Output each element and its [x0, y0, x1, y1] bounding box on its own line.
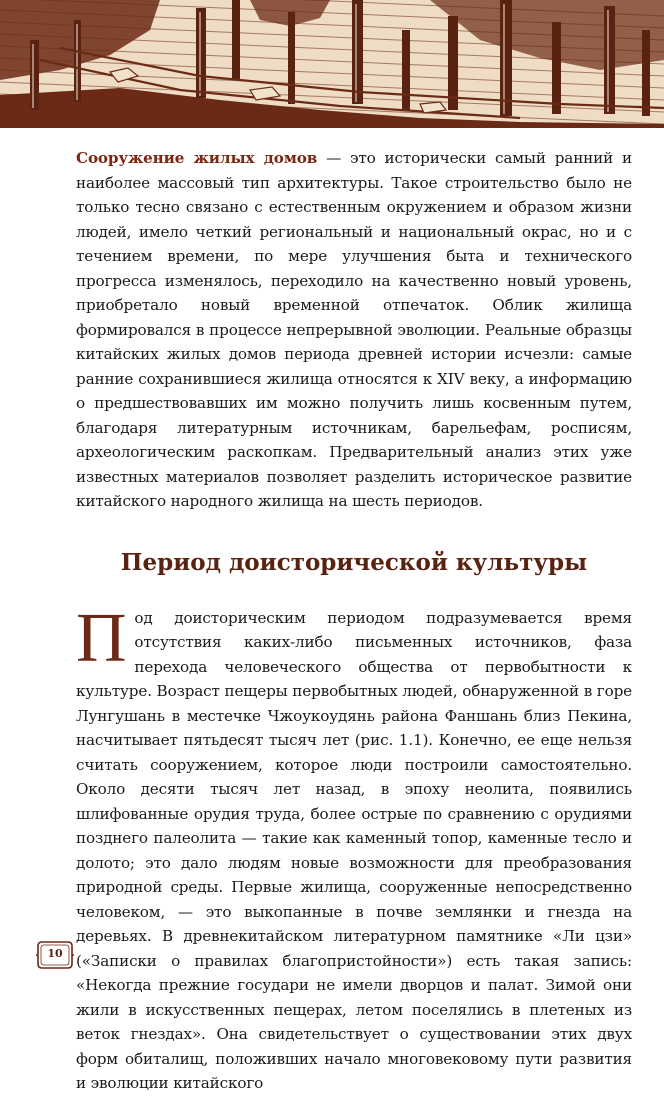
- section-text: од доисторическим периодом подразумевается время отсутствия каких-либо письменных источников, фаза перехода человеческого общества от первобытности к культуре. Возраст пещеры первобытных людей, обнаруженной в горе Лунгушань в местечке Чжоукоудянь района Фаншань близ Пекина, насчитывает пятьдесят тысяч лет (рис. 1.1). Конечно, ее еще нельзя считать сооружением, которое люди построили самостоятельно. Около десяти тысяч лет назад, в эпоху неолита, появились шлифованные орудия труда, более острые по сравнению с орудиями позднего палеолита — такие как каменный топор, каменные тесло и долото; это дало людям новые возможности для преобразования природной среды. Первые жилища, сооруженные непосредственно человеком, — это выкопанные в почве землянки и гнезда на деревьях. В древнекитайском литературном памятнике «Ли цзи» («Записки о правилах благопристойности») есть такая запись: «Некогда прежние государи не имели дворцов и палат. Зимой они жили в искусственных пещерах, летом поселялись в плетеных из веток гнездах». Она свидетельствует о существовании этих двух форм обиталищ, положивших начало многовековому пути развития и эволюции китайского: [76, 608, 632, 1092]
- intro-lead: Сооружение жилых домов: [76, 149, 318, 167]
- intro-paragraph: [76, 146, 632, 514]
- page-number-badge: [36, 940, 74, 970]
- section-paragraph: [76, 599, 632, 1096]
- page-content: [76, 146, 632, 1096]
- intro-text: — это исторически самый ранний и наиболее массовый тип архитектуры. Такое строительство было не только тесно связано с естественным окружением и образом жизни людей, имело четкий региональный и национальный окрас, но и с течением времени, по мере улучшения быта и технического прогресса изменялось, переходило на качественно новый уровень, приобретало новый временной отпечаток. Облик жилища формировался в процессе непрерывной эволюции. Реальные образцы китайских жилых домов периода древней истории исчезли: самые ранние сохранившиеся жилища относятся к XIV веку, а информацию о предшествовавших им можно получить лишь косвенным путем, благодаря литературным источникам, барельефам, росписям, археологическим раскопкам. Предварительный анализ этих уже известных материалов позволяет разделить историческое развитие китайского народного жилища на шесть периодов.: [76, 149, 632, 510]
- drop-cap: П: [76, 599, 127, 677]
- section-heading: Период доисторической культуры: [120, 548, 588, 576]
- page-number: 10: [47, 947, 63, 960]
- engraving-illustration: [0, 0, 664, 128]
- header-illustration: [0, 0, 664, 128]
